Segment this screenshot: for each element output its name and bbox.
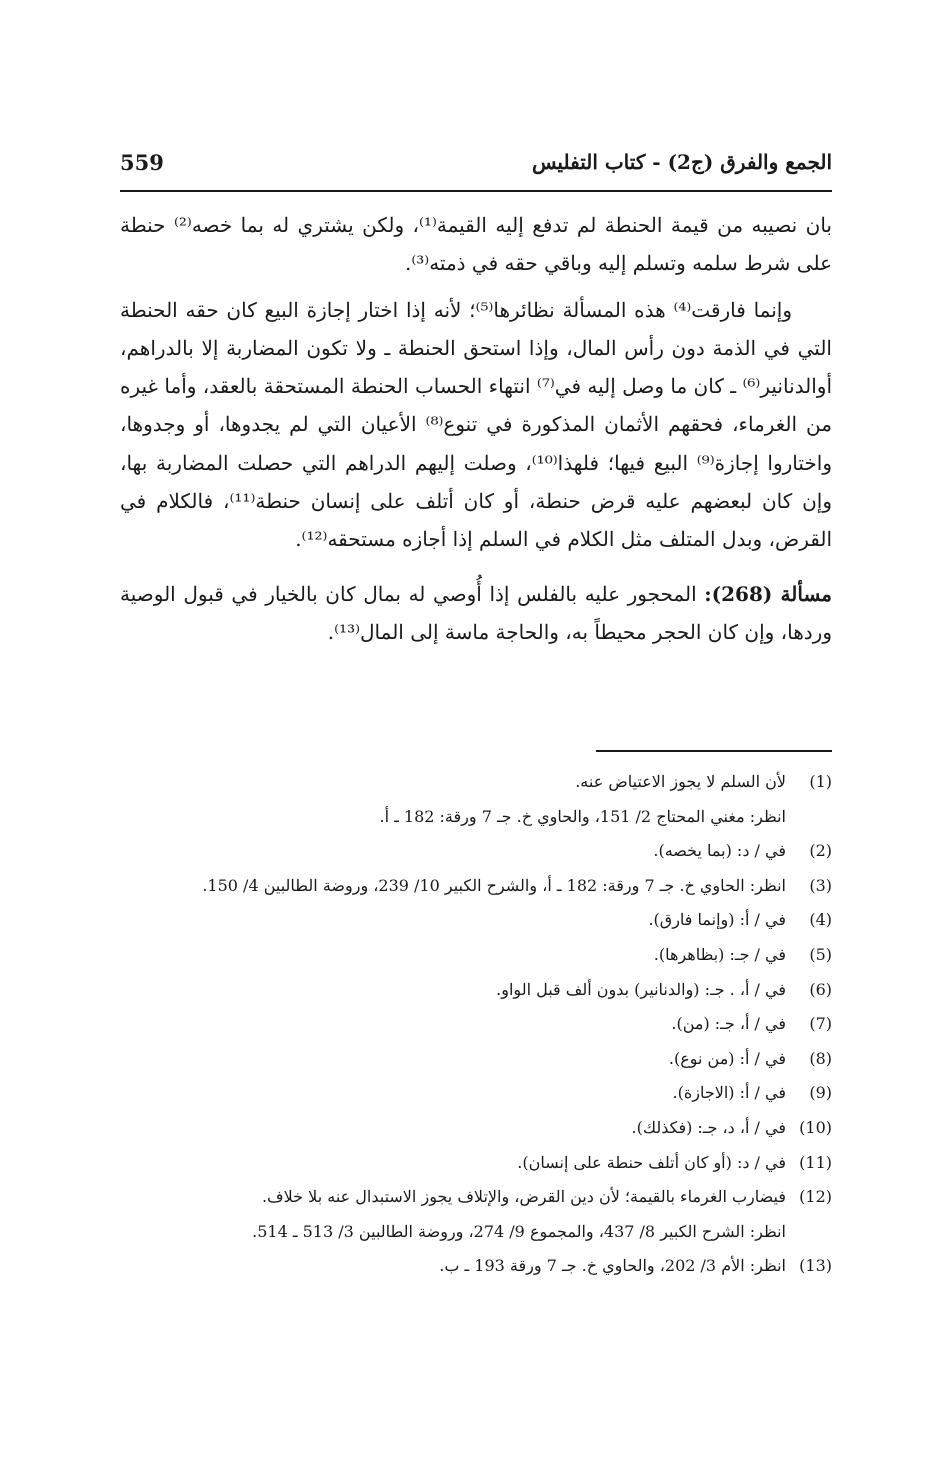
footnote-text — [120, 1111, 786, 1146]
footnote-line: انظر: الشرح الكبير 8/ 437، والمجموع 9/ 274، وروضة الطالبين 3/ 513 ـ 514. — [252, 1221, 786, 1241]
footnote-line: في / د: (أو كان أتلف حنطة على إنسان). — [517, 1152, 786, 1172]
footnote-1 — [120, 765, 832, 834]
issue-label: مسألة (268): — [704, 581, 832, 606]
footnote-number: (8) — [809, 1048, 832, 1068]
footnote-5 — [120, 938, 832, 973]
footnote-number: (3) — [809, 875, 832, 895]
footnote-line: في / أ، جـ: (من). — [671, 1014, 786, 1034]
footnote-text — [120, 1146, 786, 1181]
footnote-12 — [120, 1180, 832, 1249]
header-divider — [120, 190, 832, 192]
footnote-line: انظر: مغني المحتاج 2/ 151، والحاوي خ. جـ 7 ورقة: 182 ـ أ. — [379, 806, 786, 826]
footnote-13 — [120, 1249, 832, 1284]
footnotes — [120, 765, 832, 1284]
footnote-number: (13) — [799, 1256, 832, 1276]
footnote-number: (4) — [809, 910, 832, 930]
footnote-9 — [120, 1076, 832, 1111]
footnote-10 — [120, 1111, 832, 1146]
footnote-4 — [120, 903, 832, 938]
footnote-line: انظر: الأم 3/ 202، والحاوي خ. جـ 7 ورقة 193 ـ ب. — [439, 1256, 786, 1276]
footnote-number: (2) — [809, 841, 832, 861]
running-header — [120, 150, 832, 186]
footnote-line: في / أ، . جـ: (والدنانير) بدون ألف قبل الواو. — [496, 979, 786, 999]
footnote-2 — [120, 834, 832, 869]
footnote-text — [120, 1042, 786, 1077]
footnote-line: في / جـ: (بظاهرها). — [653, 944, 786, 964]
main-text — [120, 206, 832, 651]
footnote-text — [120, 1249, 786, 1284]
footnote-line: في / أ: (وإنما فارق). — [648, 910, 786, 930]
issue-paragraph — [120, 575, 832, 652]
footnote-line: فيضارب الغرماء بالقيمة؛ لأن دين القرض، والإتلاف يجوز الاستبدال عنه بلا خلاف. — [261, 1187, 786, 1207]
footnote-3 — [120, 869, 832, 904]
issue-text: المحجور عليه بالفلس إذا أُوصي له بمال كان بالخيار في قبول الوصية وردها، وإن كان الحجر محيطاً به، والحاجة ماسة إلى المال⁽¹³⁾. — [120, 581, 832, 644]
footnote-number: (12) — [799, 1187, 832, 1207]
footnote-number: (6) — [809, 979, 832, 999]
footnote-text — [120, 869, 786, 904]
footnote-number: (1) — [809, 772, 832, 791]
paragraph-1: بان نصيبه من قيمة الحنطة لم تدفع إليه القيمة⁽¹⁾، ولكن يشتري له بما خصه⁽²⁾ حنطة على شرط سلمه وتسلم إليه وباقي حقه في ذمته⁽³⁾. — [120, 213, 832, 276]
footnote-number: (7) — [809, 1014, 832, 1034]
footnote-11 — [120, 1146, 832, 1181]
footnote-text — [120, 903, 786, 938]
footnote-6 — [120, 973, 832, 1008]
footnote-number: (11) — [799, 1152, 832, 1172]
footnote-text — [120, 1180, 786, 1249]
footnote-text — [120, 834, 786, 869]
footnote-number: (10) — [799, 1117, 832, 1137]
footnote-text — [120, 1007, 786, 1042]
running-title: الجمع والفرق (ج2) - كتاب التفليس — [531, 150, 832, 174]
footnote-text — [120, 765, 786, 834]
footnote-line: في / أ: (من نوع). — [668, 1048, 786, 1068]
footnote-8 — [120, 1042, 832, 1077]
footnote-line: انظر: الحاوي خ. جـ 7 ورقة: 182 ـ أ، والشرح الكبير 10/ 239، وروضة الطالبين 4/ 150. — [202, 875, 786, 895]
footnote-line: في / أ، د، جـ: (فكذلك). — [631, 1117, 786, 1137]
footnote-text — [120, 973, 786, 1008]
footnote-number: (9) — [809, 1083, 832, 1103]
footnote-line: في / د: (بما يخصه). — [653, 841, 786, 861]
footnote-text — [120, 1076, 786, 1111]
footnote-line: في / أ: (الاجازة). — [672, 1083, 786, 1103]
footnote-text — [120, 938, 786, 973]
footnote-7 — [120, 1007, 832, 1042]
footnote-divider — [596, 750, 832, 752]
footnote-line: لأن السلم لا يجوز الاعتياض عنه. — [575, 772, 786, 791]
footnote-number: (5) — [809, 944, 832, 964]
paragraph-2: وإنما فارقت⁽⁴⁾ هذه المسألة نظائرها⁽⁵⁾؛ لأنه إذا اختار إجازة البيع كان حقه الحنطة التي في الذمة دون رأس المال، وإذا استحق الحنطة ـ ولا تكون المضاربة إلا بالدراهم، أوالدنانير⁽⁶⁾ ـ كان ما وصل إليه في⁽⁷⁾ انتهاء الحساب الحنطة المستحقة بالعقد، وأما غيره من الغرماء، فحقهم الأثمان المذكورة في تنوع⁽⁸⁾ الأعيان التي لم يجدوها، أو وجدوها، واختاروا إجازة⁽⁹⁾ البيع فيها؛ فلهذا⁽¹⁰⁾، وصلت إليهم الدراهم التي حصلت المضاربة بها، وإن كان لبعضهم عليه قرض حنطة، أو كان أتلف على إنسان حنطة⁽¹¹⁾، فالكلام في القرض، وبدل المتلف مثل الكلام في السلم إذا أجازه مستحقه⁽¹²⁾. — [120, 297, 833, 552]
page-number: 559 — [120, 150, 164, 175]
